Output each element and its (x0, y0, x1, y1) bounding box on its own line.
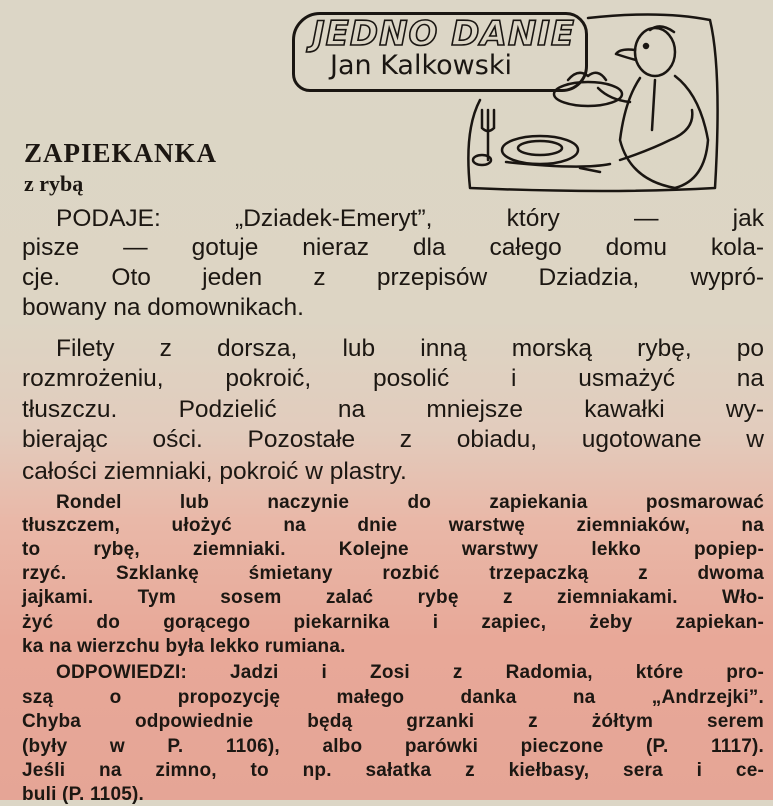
column-title: JEDNO DANIE (312, 14, 576, 54)
text-line: tłuszczem, ułożyć na dnie warstwę ziemniaków, na (22, 515, 764, 536)
text-line: całości ziemniaki, pokroić w plastry. (22, 458, 407, 485)
text-line: ODPOWIEDZI: Jadzi i Zosi z Radomia, które pro- (56, 662, 764, 683)
recipe-subtitle: z rybą (24, 171, 84, 196)
diner-illustration-icon (460, 10, 730, 195)
text-line: Filety z dorsza, lub inną morską rybę, po (56, 335, 764, 362)
text-line: szą o propozycję małego danka na „Andrzejki”. (22, 687, 764, 708)
text-line: buli (P. 1105). (22, 784, 144, 805)
text-line: Chyba odpowiednie będą grzanki z żółtym serem (22, 711, 764, 732)
text-line: ka na wierzchu była lekko rumiana. (22, 636, 346, 657)
text-line: jajkami. Tym sosem zalać rybę z ziemniakami. Wło- (22, 587, 764, 608)
text-line: rzyć. Szklankę śmietany rozbić trzepaczką z dwoma (22, 563, 764, 584)
text-line: żyć do gorącego piekarnika i zapiec, żeby zapiekan- (22, 612, 764, 633)
text-line: cje. Oto jeden z przepisów Dziadzia, wypró- (22, 264, 764, 291)
text-line: bowany na domownikach. (22, 294, 304, 321)
text-line: rozmrożeniu, pokroić, posolić i usmażyć na (22, 365, 764, 392)
text-line: bierając ości. Pozostałe z obiadu, ugotowane w (22, 426, 764, 453)
text-line: PODAJE: „Dziadek-Emeryt”, który — jak (56, 205, 764, 232)
text-line: tłuszczu. Podzielić na mniejsze kawałki wy- (22, 396, 764, 423)
text-line: Rondel lub naczynie do zapiekania posmarować (56, 492, 764, 513)
text-line: pisze — gotuje nieraz dla całego domu kola- (22, 234, 764, 261)
recipe-title: ZAPIEKANKA (24, 138, 218, 168)
text-line: Jeśli na zimno, to np. sałatka z kiełbasy, sera i ce- (22, 760, 764, 781)
text-line: (były w P. 1106), albo parówki pieczone (P. 1117). (22, 736, 764, 757)
text-line: to rybę, ziemniaki. Kolejne warstwy lekko popiep- (22, 539, 764, 560)
column-author: Jan Kalkowski (330, 50, 512, 81)
